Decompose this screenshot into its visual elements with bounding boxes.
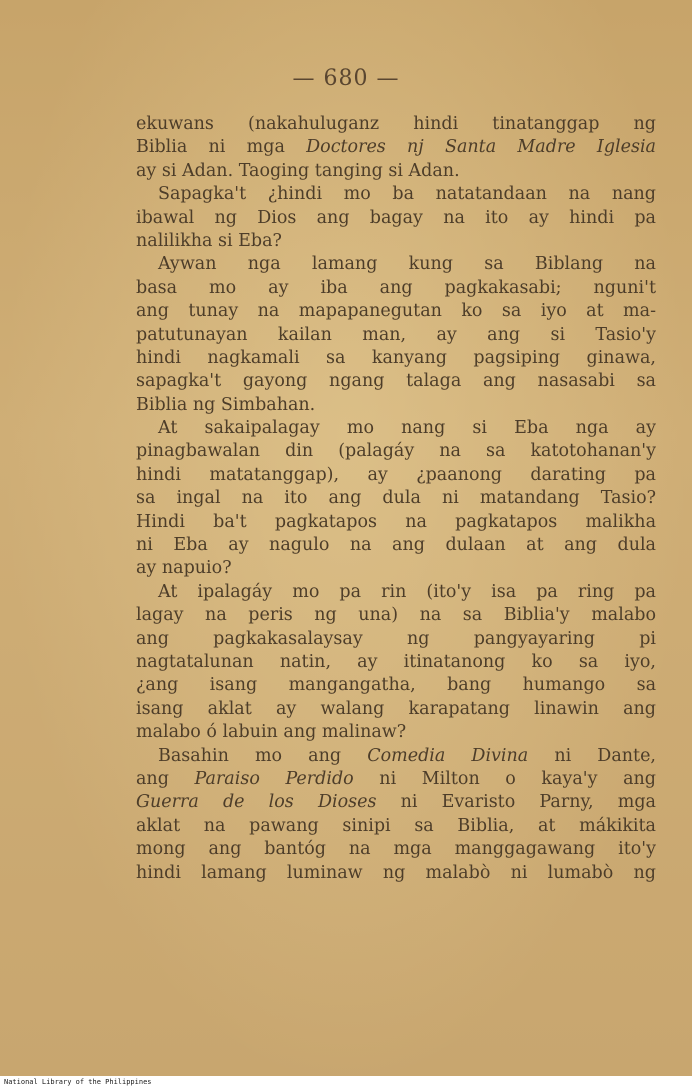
library-credit: National Library of the Philippines [4, 1078, 152, 1086]
text-run: ni Milton o kaya'y ang [353, 768, 656, 789]
text-line: ang pagkakasalaysay ng pangyayaring pi [136, 628, 656, 649]
text-line: ay napuio? [136, 558, 232, 579]
text-line: mong ang bantóg na mga manggagawang ito'y [136, 839, 656, 860]
italic-title: Guerra de los Dioses [136, 792, 377, 813]
text-run: ang [136, 768, 195, 789]
text-line: ay si Adan. Taoging tanging si Adan. [136, 160, 460, 181]
text-run: ni Evaristo Parny, mga [376, 792, 656, 813]
text-run: Biblia ni mga [136, 137, 307, 158]
text-line: hindi matatanggap), ay ¿paanong darating pa [136, 464, 656, 485]
text-line [136, 791, 656, 814]
text-line: nagtatalunan natin, ay itinatanong ko sa iyo, [136, 651, 656, 672]
text-line: basa mo ay iba ang pagkakasabi; nguni't [136, 277, 656, 298]
text-line: ¿ang isang mangangatha, bang humango sa [136, 675, 656, 696]
text-line: aklat na pawang sinipi sa Biblia, at mákikita [136, 815, 656, 836]
text-line [136, 136, 656, 159]
text-line: Sapagka't ¿hindi mo ba natatandaan na nang [158, 184, 656, 205]
text-line: ekuwans (nakahuluganz hindi tinatanggap ng [136, 114, 656, 134]
page-number: — 680 — [292, 66, 400, 91]
italic-title: Doctores nj Santa Madre Iglesia [306, 137, 656, 158]
text-line: sa ingal na ito ang dula ni matandang Tasio? [136, 488, 656, 509]
text-line: sapagka't gayong ngang talaga ang nasasabi sa [136, 371, 656, 392]
text-line: patutunayan kailan man, ay ang si Tasio'y [136, 324, 656, 345]
text-line [136, 768, 656, 791]
text-run: ni Dante, [528, 745, 656, 766]
text-line: hindi lamang luminaw ng malabò ni lumabò ng [136, 862, 656, 883]
italic-title: Comedia Divina [367, 745, 529, 766]
text-line: ang tunay na mapapanegutan ko sa iyo at ma- [136, 301, 656, 322]
text-run: Basahin mo ang [158, 745, 368, 766]
text-line: nalilikha si Eba? [136, 230, 282, 251]
text-line: malabo ó labuin ang malinaw? [136, 722, 407, 743]
text-line: Hindi ba't pagkatapos na pagkatapos malikha [136, 511, 656, 532]
body-text [136, 113, 656, 885]
text-line: Biblia ng Simbahan. [136, 394, 316, 415]
text-line: ni Eba ay nagulo na ang dulaan at ang dula [136, 535, 656, 556]
text-line: At sakaipalagay mo nang si Eba nga ay [158, 418, 656, 439]
text-line: At ipalagáy mo pa rin (ito'y isa pa ring pa [158, 581, 656, 602]
text-line: lagay na peris ng una) na sa Biblia'y malabo [136, 605, 656, 626]
text-line: isang aklat ay walang karapatang linawin ang [136, 698, 656, 719]
text-line: Aywan nga lamang kung sa Biblang na [158, 254, 656, 275]
text-line: pinagbawalan din (palagáy na sa katotohanan'y [136, 441, 656, 462]
text-line [136, 745, 656, 768]
italic-title: Paraiso Perdido [194, 768, 354, 789]
text-line: ibawal ng Dios ang bagay na ito ay hindi pa [136, 207, 656, 228]
text-line: hindi nagkamali sa kanyang pagsiping ginawa, [136, 347, 656, 368]
